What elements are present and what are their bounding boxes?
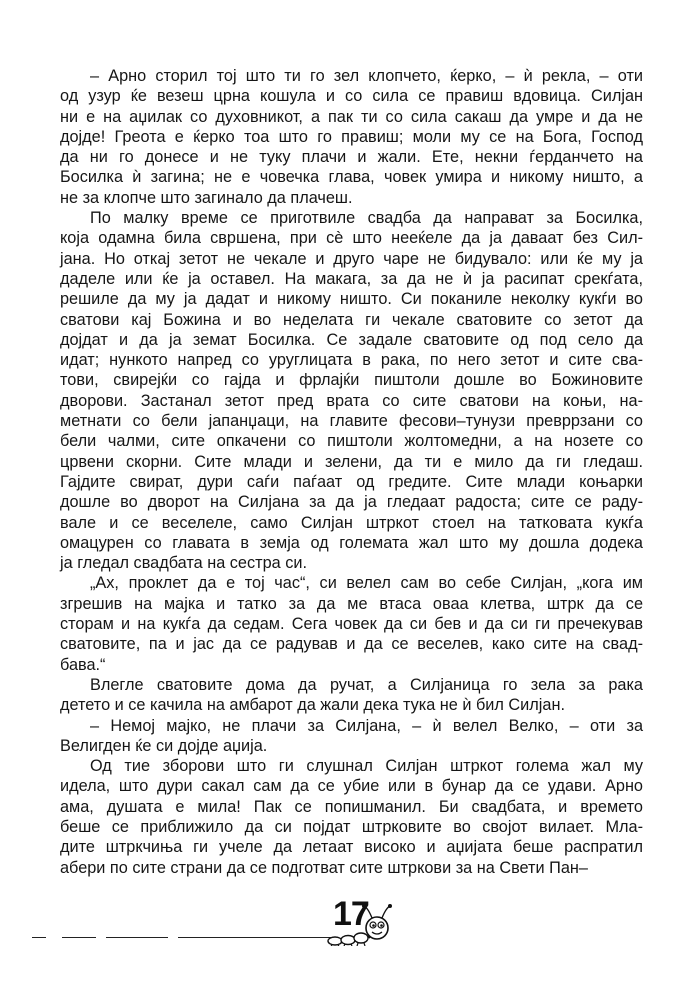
text-line: ни е на аџилак со духовникот, а пак ти со сила сакаш да умре и да не	[60, 107, 643, 126]
text-line: тови, свирејќи со гајда и фрлајќи пиштоли дошле во Божиновите	[60, 371, 643, 390]
text-line: бели чалми, сите опкачени со пиштоли жолтомедни, а на нозете со	[60, 432, 643, 451]
text-line: двoрови. Застанал зетот пред врата со сите сватови на коњи, на-	[60, 391, 643, 410]
text-line: сватови кај Божина и во неделата ги чекале сватовите со зетот да	[60, 310, 643, 329]
text-line: По малку време се приготвиле свадба да направат за Босилка,	[90, 209, 643, 228]
text-line: – Немој мајко, не плачи за Силјана, – ѝ велел Велко, – оти за	[90, 716, 643, 735]
text-line: дошле во дворот на Силјана за да ја гледаат радоста; сите се раду-	[60, 493, 643, 512]
text-line: од узур ќе везеш црна кошула и со сила се правиш вдовица. Силјан	[60, 87, 643, 106]
paragraph	[60, 208, 643, 573]
footer-rule-segment	[106, 937, 168, 938]
paragraph	[60, 573, 643, 674]
page-footer	[0, 890, 696, 960]
text-line: вале и се веселеле, само Силјан штркот стоел на татковата кукѓа	[60, 513, 643, 532]
page-number: 17	[333, 895, 369, 933]
text-line: омацурен со главата в земја од големата жал што му дошла додека	[60, 533, 643, 552]
text-line: бава.“	[60, 655, 106, 674]
text-line: Гајдите свират, дури саѓи паѓаат од гредите. Сите млади коњарки	[60, 472, 643, 491]
text-line: која одамна била свршена, при сè што нееќеле да ја даваат без Сил-	[60, 229, 643, 248]
text-line: решиле да му ја дадат и никому ништо. Си поканиле неколку кукѓи во	[60, 290, 643, 309]
text-line: идела, што дури сакал сам да се убие или в бунар да се удави. Арно	[60, 777, 643, 796]
paragraph	[60, 756, 643, 878]
text-line: метнати со бели јапанџаци, на главите фесови–тунузи превррзани со	[60, 412, 643, 431]
text-line: Од тие зборови што ги слушнал Силјан штркот голема жал му	[90, 757, 643, 776]
footer-rule-segment	[32, 937, 46, 938]
text-line: црвени скорни. Сите млади и зелени, да ти е мило да ги гледаш.	[60, 452, 643, 471]
paragraph	[60, 716, 643, 757]
text-line: не за клопче што загинало да плачеш.	[60, 188, 353, 207]
text-line: сватовите, па и јас да се радував и да се веселев, како сите на свад-	[60, 635, 643, 654]
text-line: дојде! Греота е ќерко тоа што го правиш; моли му се на Бога, Господ	[60, 127, 643, 146]
footer-rule-segment	[178, 937, 332, 938]
text-line: детето и се качила на амбарот да жали дека тука не ѝ бил Силјан.	[60, 696, 565, 715]
text-line: беше се приближило да си појдат штрковите во својот вилает. Мла-	[60, 817, 643, 836]
text-line: идат; нункото напред со уруглицата в рака, по него зетот и сите сва-	[60, 351, 643, 370]
text-line: дојдат и да ја земат Босилка. Се задале сватовите од под село да	[60, 330, 643, 349]
text-line: јана. Но откај зетот не чекале и друго чаре не бидувало: или ќе му ја	[60, 249, 643, 268]
text-line: Велигден ќе си дојде аџија.	[60, 736, 268, 755]
text-line: дите штркчиња ги учеле да летаат високо и аџијата беше распратил	[60, 838, 643, 857]
text-line: згрешив на мајка и татко за да ме втаса оваа клетва, штрк да се	[60, 594, 643, 613]
text-line: сторам и на кукѓа да седам. Сега човек да си бев и да си ги пречекував	[60, 615, 643, 634]
paragraph	[60, 66, 643, 208]
text-line: „Ах, проклет да е тој час“, си велел сам во себе Силјан, „кога им	[90, 574, 643, 593]
text-line: ја гледал свадбата на сестра си.	[60, 554, 307, 573]
text-line: абери по сите страни да се подготват сите штркови за на Свети Пан–	[60, 858, 588, 877]
text-line: ама, душата е мила! Пак се попишманил. Би свадбата, и времето	[60, 797, 643, 816]
text-line: Влегле сватовите дома да ручат, а Силјаница го зела за рака	[90, 675, 643, 694]
text-line: да ни го донесе и не туку плачи и жали. Ете, некни ѓерданчето на	[60, 148, 643, 167]
paragraph	[60, 675, 643, 716]
footer-rule-segment	[62, 937, 96, 938]
text-line: Босилка ѝ загина; не е човечка глава, човек умира и никому ништо, а	[60, 168, 643, 187]
body-text	[60, 66, 643, 878]
text-line: даделе или ќе ја оставел. На макага, за да не ѝ ја расипат срекѓата,	[60, 269, 643, 288]
text-line: – Арно сторил тој што ти го зел клопчето, ќерко, – ѝ рекла, – оти	[90, 67, 643, 85]
